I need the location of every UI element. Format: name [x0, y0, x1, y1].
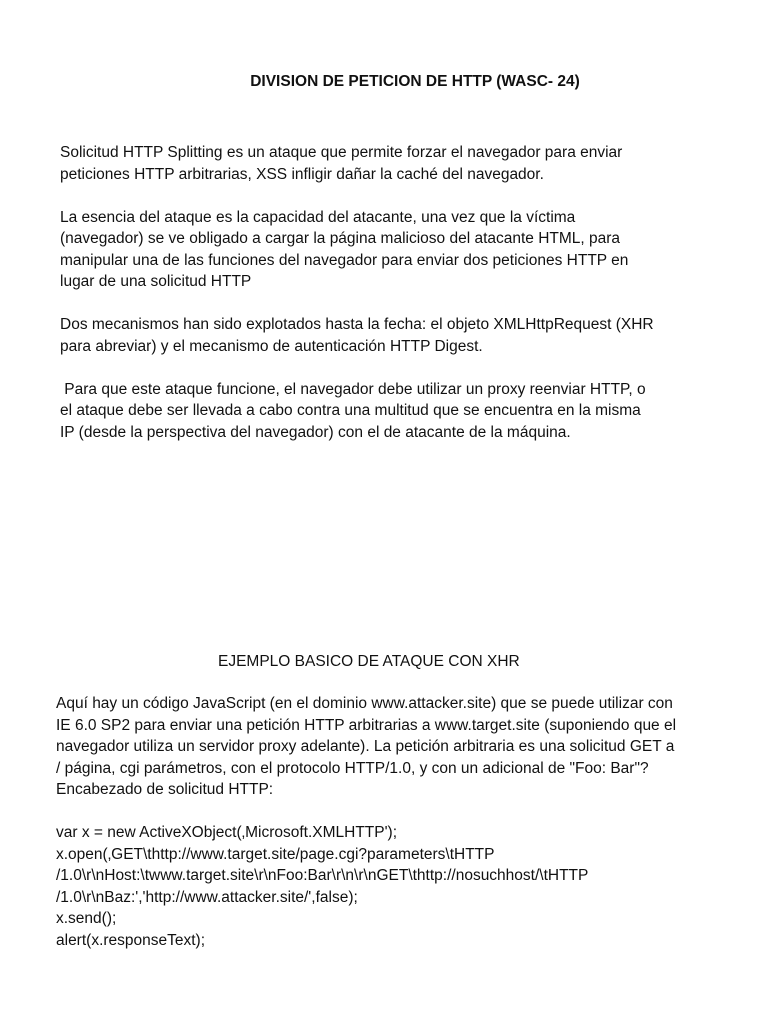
document-title: DIVISION DE PETICION DE HTTP (WASC- 24)	[250, 73, 580, 90]
intro-section	[60, 142, 730, 443]
text-line: lugar de una solicitud HTTP	[60, 273, 252, 290]
intro-paragraph-4	[60, 379, 730, 444]
text-line: La esencia del ataque es la capacidad del atacante, una vez que la víctima	[60, 208, 576, 226]
code-line: var x = new ActiveXObject(‚Microsoft.XMLHTTP');	[56, 824, 398, 841]
text-line: peticiones HTTP arbitrarias, XSS infligir dañar la caché del navegador.	[60, 165, 544, 183]
text-line: IE 6.0 SP2 para enviar una petición HTTP arbitrarias a www.target.site (suponiendo que el	[56, 716, 677, 734]
text-line: Solicitud HTTP Splitting es un ataque que permite forzar el navegador para enviar	[60, 144, 623, 161]
example-title: EJEMPLO BASICO DE ATAQUE CON XHR	[218, 653, 520, 670]
text-line: para abreviar) y el mecanismo de autenticación HTTP Digest.	[60, 337, 483, 355]
code-line: x.open(‚GET\thttp://www.target.site/page.cgi?parameters\tHTTP	[56, 845, 495, 863]
text-line: Encabezado de solicitud HTTP:	[56, 781, 274, 798]
intro-paragraph-3	[60, 314, 730, 357]
text-line: manipular una de las funciones del navegador para enviar dos peticiones HTTP en	[60, 251, 629, 269]
code-line: /1.0\r\nBaz:','http://www.attacker.site/',false);	[56, 888, 358, 906]
text-line: Para que este ataque funcione, el navegador debe utilizar un proxy reenviar HTTP, o	[60, 380, 646, 398]
text-line: IP (desde la perspectiva del navegador) con el de atacante de la máquina.	[60, 423, 571, 441]
spacer	[56, 801, 726, 823]
code-line: x.send();	[56, 910, 117, 927]
example-paragraph	[56, 693, 726, 801]
text-line: navegador utiliza un servidor proxy adelante). La petición arbitraria es una solicitud GET a	[56, 738, 675, 755]
intro-paragraph-2	[60, 207, 730, 293]
code-line: /1.0\r\nHost:\twww.target.site\r\nFoo:Bar\r\n\r\nGET\thttp://nosuchhost/\tHTTP	[56, 867, 589, 884]
code-line: alert(x.responseText);	[56, 931, 206, 949]
example-section	[56, 693, 726, 951]
text-line: (navegador) se ve obligado a cargar la página malicioso del atacante HTML, para	[60, 230, 621, 247]
intro-paragraph-1	[60, 142, 730, 185]
text-line: / página, cgi parámetros, con el protocolo HTTP/1.0, y con un adicional de "Foo: Bar"?	[56, 759, 649, 777]
text-line: Dos mecanismos han sido explotados hasta la fecha: el objeto XMLHttpRequest (XHR	[60, 316, 654, 333]
text-line: Aquí hay un código JavaScript (en el dominio www.attacker.site) que se puede utilizar con	[56, 695, 673, 712]
code-snippet	[56, 822, 726, 951]
text-line: el ataque debe ser llevada a cabo contra una multitud que se encuentra en la misma	[60, 402, 641, 419]
